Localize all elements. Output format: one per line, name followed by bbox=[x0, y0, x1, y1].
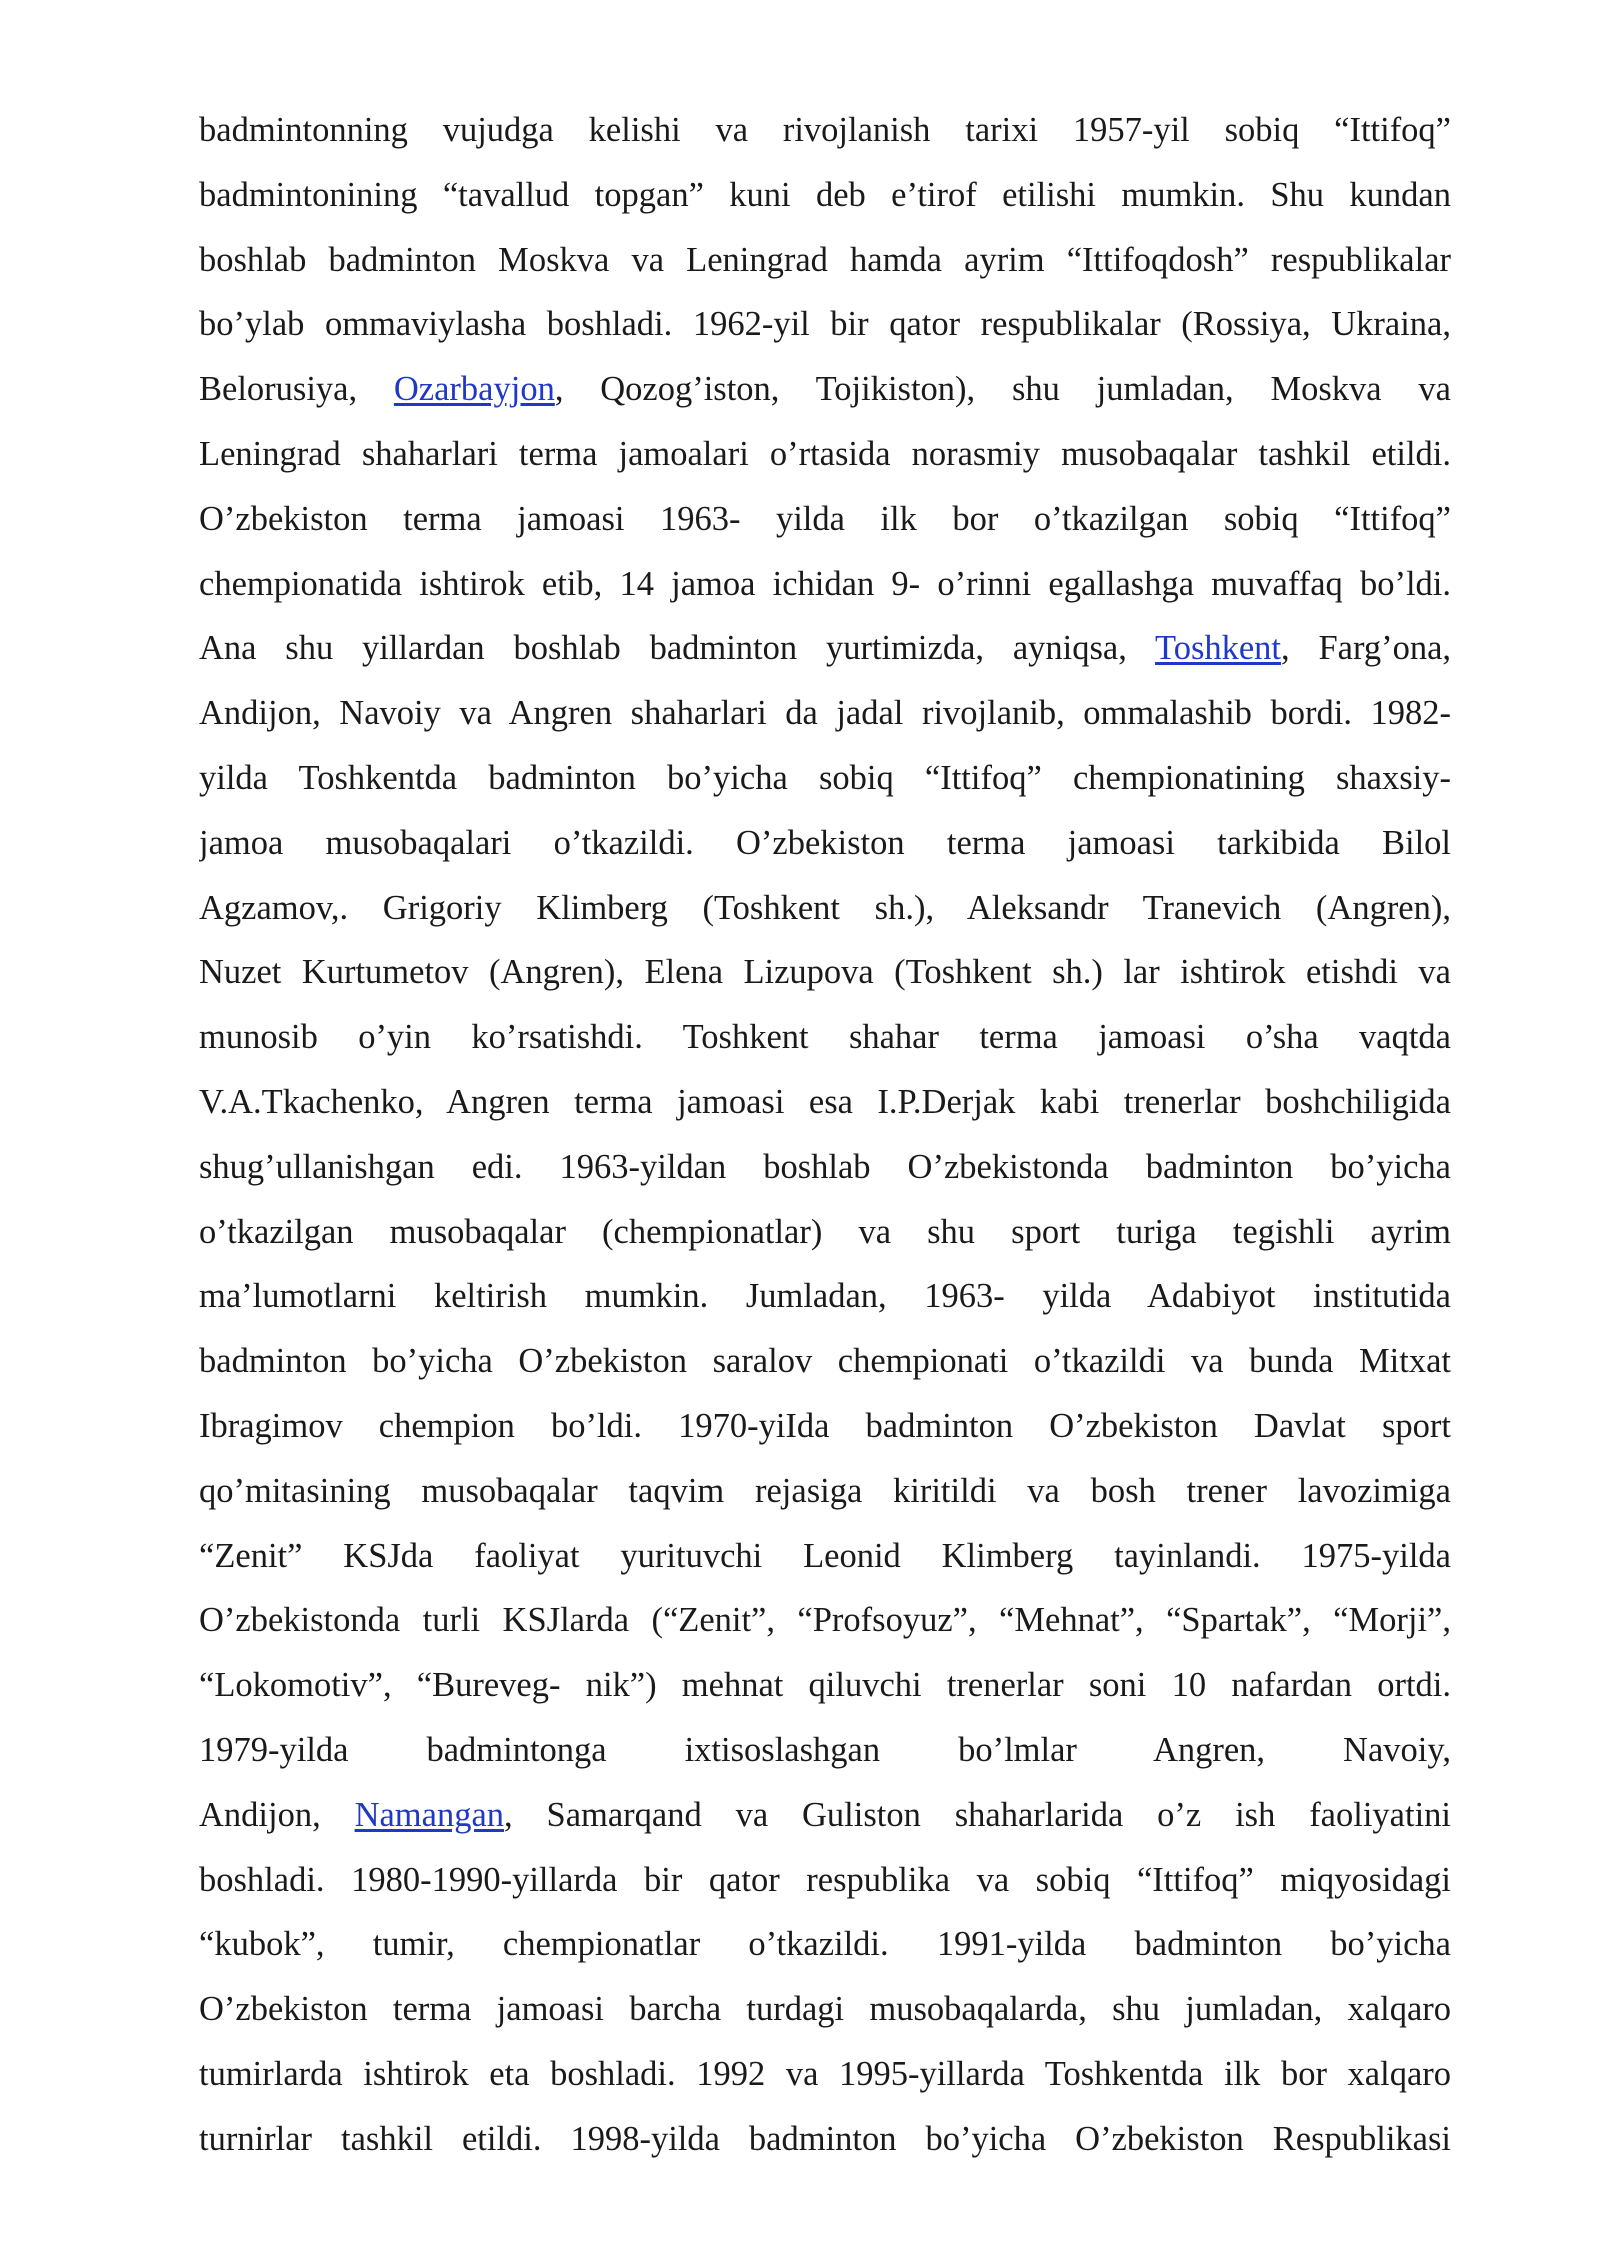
text-segment: , Qozog’iston, Tojikiston), shu jumladan, Moskva va bbox=[554, 370, 1451, 409]
text-line bbox=[199, 940, 1451, 1005]
text-line bbox=[199, 1264, 1451, 1329]
text-line bbox=[199, 1588, 1451, 1653]
text-line bbox=[199, 98, 1451, 163]
text-line bbox=[199, 1783, 1451, 1848]
text-segment: badmintonining “tavallud topgan” kuni deb e’tirof etilishi mumkin. Shu kundan bbox=[199, 175, 1451, 214]
text-line bbox=[199, 1653, 1451, 1718]
text-segment: munosib o’yin ko’rsatishdi. Toshkent shahar terma jamoasi o’sha vaqtda bbox=[199, 1018, 1451, 1057]
text-segment: “Lokomotiv”, “Bureveg- nik”) mehnat qiluvchi trenerlar soni 10 nafardan ortdi. bbox=[199, 1666, 1451, 1705]
text-segment: badminton bo’yicha O’zbekiston saralov chempionati o’tkazildi va bunda Mitxat bbox=[199, 1342, 1451, 1381]
text-line bbox=[199, 552, 1451, 617]
text-segment: O’zbekistonda turli KSJlarda (“Zenit”, “Profsoyuz”, “Mehnat”, “Spartak”, “Morji”, bbox=[199, 1601, 1451, 1640]
text-segment: “Zenit” KSJda faoliyat yurituvchi Leonid Klimberg tayinlandi. 1975-yilda bbox=[199, 1536, 1451, 1575]
text-segment: bo’ylab ommaviylasha boshladi. 1962-yil bir qator respublikalar (Rossiya, Ukraina, bbox=[199, 305, 1451, 344]
text-segment: O’zbekiston terma jamoasi 1963- yilda ilk bor o’tkazilgan sobiq “Ittifoq” bbox=[199, 499, 1451, 538]
text-segment: tumirlarda ishtirok eta boshladi. 1992 va 1995-yillarda Toshkentda ilk bor xalqaro bbox=[199, 2054, 1451, 2093]
hyperlink[interactable]: Toshkent bbox=[1155, 629, 1282, 668]
text-line bbox=[199, 811, 1451, 876]
text-line bbox=[199, 1718, 1451, 1783]
text-line bbox=[199, 2042, 1451, 2107]
body-paragraph bbox=[199, 98, 1451, 2172]
text-segment: turnirlar tashkil etildi. 1998-yilda badminton bo’yicha O’zbekiston Respublikasi bbox=[199, 2119, 1451, 2158]
text-segment: Agzamov,. Grigoriy Klimberg (Toshkent sh.), Aleksandr Tranevich (Angren), bbox=[199, 888, 1451, 927]
text-segment: “kubok”, tumir, chempionatlar o’tkazildi. 1991-yilda badminton bo’yicha bbox=[199, 1925, 1451, 1964]
text-segment: , Samarqand va Guliston shaharlarida o’z ish faoliyatini bbox=[504, 1795, 1451, 1834]
text-line bbox=[199, 1524, 1451, 1589]
text-line bbox=[199, 163, 1451, 228]
text-line bbox=[199, 1459, 1451, 1524]
text-segment: Leningrad shaharlari terma jamoalari o’rtasida norasmiy musobaqalar tashkil etildi. bbox=[199, 434, 1451, 473]
text-segment: 1979-yilda badmintonga ixtisoslashgan bo’lmlar Angren, Navoiy, bbox=[199, 1730, 1451, 1769]
text-line bbox=[199, 1070, 1451, 1135]
text-line bbox=[199, 746, 1451, 811]
hyperlink[interactable]: Namangan bbox=[354, 1795, 505, 1834]
hyperlink[interactable]: Ozarbayjon bbox=[393, 370, 555, 409]
text-segment: shug’ullanishgan edi. 1963-yildan boshlab O’zbekistonda badminton bo’yicha bbox=[199, 1147, 1451, 1186]
text-segment: Ibragimov chempion bo’ldi. 1970-yiIda badminton O’zbekiston Davlat sport bbox=[199, 1406, 1451, 1445]
text-segment: V.A.Tkachenko, Angren terma jamoasi esa I.P.Derjak kabi trenerlar boshchiligida bbox=[199, 1082, 1451, 1121]
text-line bbox=[199, 1200, 1451, 1265]
text-line bbox=[199, 1848, 1451, 1913]
text-segment: Andijon, bbox=[199, 1795, 355, 1834]
text-line bbox=[199, 1912, 1451, 1977]
text-line bbox=[199, 292, 1451, 357]
text-line bbox=[199, 1135, 1451, 1200]
text-segment: boshladi. 1980-1990-yillarda bir qator respublika va sobiq “Ittifoq” miqyosidagi bbox=[199, 1860, 1451, 1899]
text-line bbox=[199, 1977, 1451, 2042]
text-segment: Andijon, Navoiy va Angren shaharlari da jadal rivojlanib, ommalashib bordi. 1982- bbox=[199, 694, 1451, 733]
text-segment: ma’lumotlarni keltirish mumkin. Jumladan, 1963- yilda Adabiyot institutida bbox=[199, 1277, 1451, 1316]
text-line bbox=[199, 1394, 1451, 1459]
text-line bbox=[199, 422, 1451, 487]
text-line bbox=[199, 487, 1451, 552]
text-segment: , Farg’ona, bbox=[1281, 629, 1451, 668]
text-segment: O’zbekiston terma jamoasi barcha turdagi musobaqalarda, shu jumladan, xalqaro bbox=[199, 1990, 1451, 2029]
text-segment: jamoa musobaqalari o’tkazildi. O’zbekiston terma jamoasi tarkibida Bilol bbox=[199, 823, 1451, 862]
text-line bbox=[199, 2107, 1451, 2172]
text-line bbox=[199, 228, 1451, 293]
text-line bbox=[199, 1005, 1451, 1070]
text-segment: boshlab badminton Moskva va Leningrad hamda ayrim “Ittifoqdosh” respublikalar bbox=[199, 240, 1451, 279]
text-segment: Nuzet Kurtumetov (Angren), Elena Lizupova (Toshkent sh.) lar ishtirok etishdi va bbox=[199, 953, 1451, 992]
text-line bbox=[199, 876, 1451, 941]
text-segment: o’tkazilgan musobaqalar (chempionatlar) va shu sport turiga tegishli ayrim bbox=[199, 1212, 1451, 1251]
text-segment: Belorusiya, bbox=[199, 370, 394, 409]
text-segment: qo’mitasining musobaqalar taqvim rejasiga kiritildi va bosh trener lavozimiga bbox=[199, 1471, 1451, 1510]
text-line bbox=[199, 1329, 1451, 1394]
text-segment: badmintonning vujudga kelishi va rivojlanish tarixi 1957-yil sobiq “Ittifoq” bbox=[199, 111, 1451, 149]
text-line bbox=[199, 357, 1451, 422]
text-line bbox=[199, 681, 1451, 746]
text-segment: Ana shu yillardan boshlab badminton yurtimizda, ayniqsa, bbox=[199, 629, 1156, 668]
text-segment: yilda Toshkentda badminton bo’yicha sobiq “Ittifoq” chempionatining shaxsiy- bbox=[199, 758, 1451, 797]
text-segment: chempionatida ishtirok etib, 14 jamoa ichidan 9- o’rinni egallashga muvaffaq bo’ldi. bbox=[199, 564, 1451, 603]
text-line bbox=[199, 616, 1451, 681]
